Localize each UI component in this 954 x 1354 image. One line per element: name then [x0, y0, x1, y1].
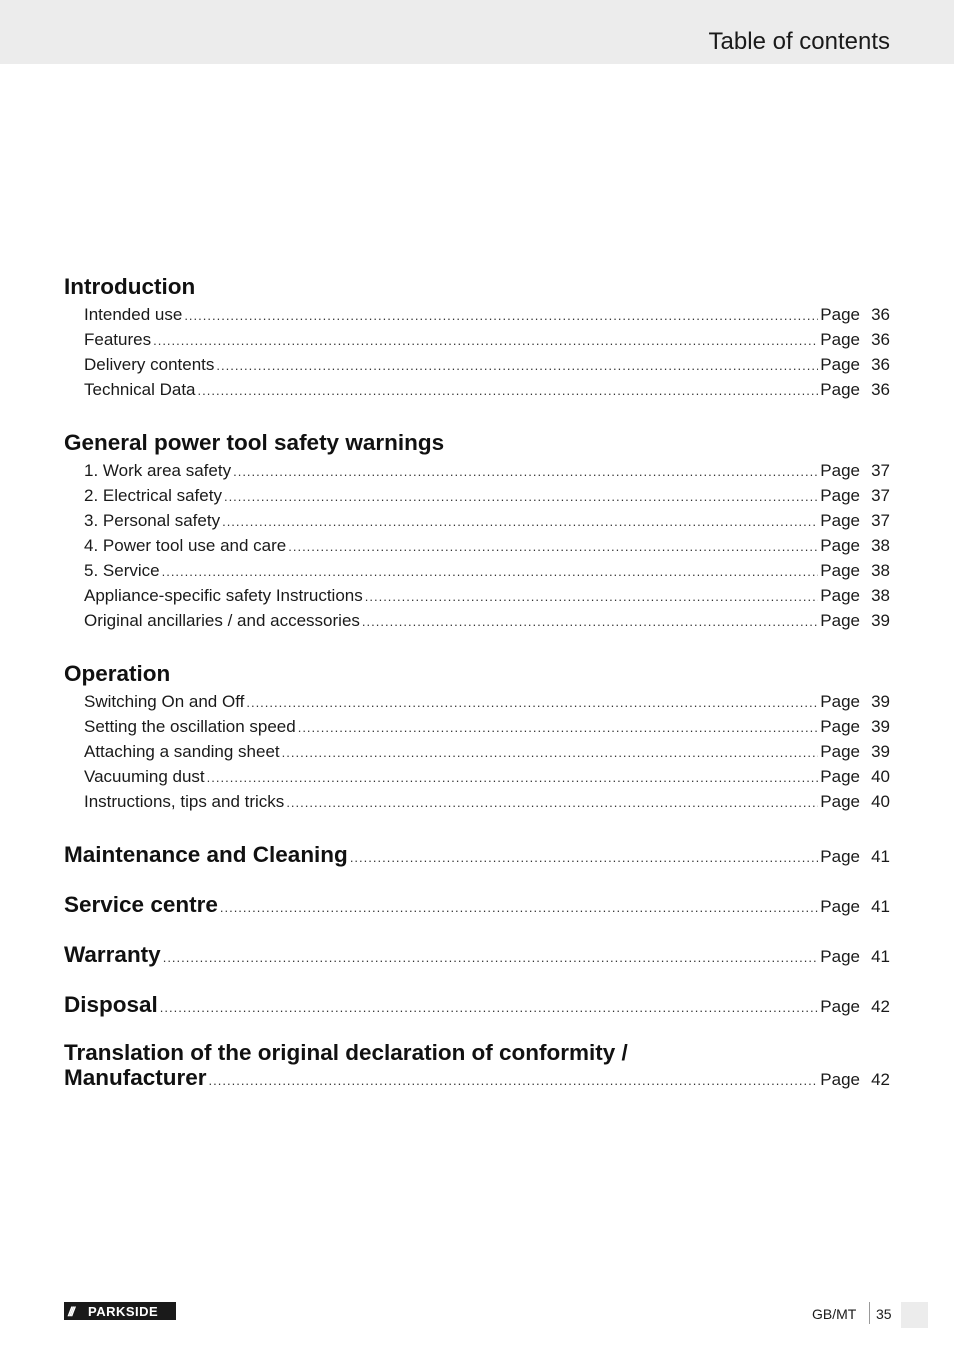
leader-dots	[198, 378, 819, 403]
toc-entry[interactable]	[64, 483, 890, 508]
page-number: 40	[871, 792, 890, 811]
page-word: Page	[820, 897, 860, 916]
page-word: Page	[820, 792, 860, 811]
toc-heading-entry-warranty[interactable]	[64, 940, 890, 970]
entry-label: 4. Power tool use and care	[84, 536, 287, 555]
entry-label: Intended use	[84, 305, 183, 324]
logo-text: PARKSIDE	[88, 1303, 159, 1319]
leader-dots	[220, 893, 818, 923]
leader-dots	[282, 740, 819, 765]
page-word: Page	[820, 1070, 860, 1089]
toc-entry[interactable]	[64, 764, 890, 789]
leader-dots	[216, 353, 818, 378]
page-word: Page	[820, 561, 860, 580]
page-number: 36	[871, 355, 890, 374]
footer-divider	[869, 1302, 870, 1324]
leader-dots	[233, 459, 818, 484]
page-word: Page	[820, 511, 860, 530]
leader-dots	[298, 715, 819, 740]
page-word: Page	[820, 536, 860, 555]
table-of-contents	[64, 272, 890, 1090]
entry-label: Setting the oscillation speed	[84, 717, 296, 736]
toc-heading-entry-disposal[interactable]	[64, 990, 890, 1020]
toc-entry[interactable]	[64, 377, 890, 402]
page-word: Page	[820, 767, 860, 786]
page-word: Page	[820, 847, 860, 866]
entry-heading-label: Maintenance and Cleaning	[64, 842, 348, 867]
entry-label: Technical Data	[84, 380, 196, 399]
toc-entry[interactable]	[64, 558, 890, 583]
entry-label: Instructions, tips and tricks	[84, 792, 285, 811]
toc-entry[interactable]	[64, 739, 890, 764]
spacer	[64, 1020, 890, 1040]
page-number: 36	[871, 305, 890, 324]
page-number: 42	[871, 1070, 890, 1089]
page-word: Page	[820, 305, 860, 324]
page-word: Page	[820, 586, 860, 605]
entry-label: 1. Work area safety	[84, 461, 232, 480]
footer-tab-box	[901, 1302, 928, 1328]
page-number: 39	[871, 717, 890, 736]
spacer	[64, 970, 890, 990]
spacer	[64, 402, 890, 428]
toc-entry[interactable]	[64, 508, 890, 533]
page-number: 37	[871, 486, 890, 505]
brand-logo	[64, 1302, 176, 1320]
toc-section-operation	[64, 659, 890, 814]
spacer	[64, 920, 890, 940]
leader-dots	[162, 559, 819, 584]
language-code: GB/MT	[812, 1306, 857, 1322]
page-number: 38	[871, 586, 890, 605]
spacer	[64, 870, 890, 890]
toc-entry[interactable]	[64, 533, 890, 558]
page-number: 38	[871, 536, 890, 555]
page-word: Page	[820, 380, 860, 399]
spacer	[64, 633, 890, 659]
toc-entry[interactable]	[64, 789, 890, 814]
toc-heading-entry-service-centre[interactable]	[64, 890, 890, 920]
spacer	[64, 814, 890, 840]
leader-dots	[160, 993, 819, 1023]
page-number: 41	[871, 897, 890, 916]
leader-dots	[365, 584, 819, 609]
entry-heading-line2: Manufacturer	[64, 1065, 207, 1090]
page-number: 42	[871, 997, 890, 1016]
leader-dots	[224, 484, 818, 509]
page-number: 41	[871, 947, 890, 966]
page-number: 36	[871, 380, 890, 399]
page-word: Page	[820, 997, 860, 1016]
page-word: Page	[820, 717, 860, 736]
entry-label: Switching On and Off	[84, 692, 245, 711]
page-word: Page	[820, 486, 860, 505]
page-word: Page	[820, 330, 860, 349]
leader-dots	[362, 609, 818, 634]
leader-dots	[163, 943, 819, 973]
page-number: 36	[871, 330, 890, 349]
entry-heading-line1: Translation of the original declaration of conformity /	[64, 1040, 628, 1065]
entry-label: 2. Electrical safety	[84, 486, 222, 505]
leader-dots	[350, 843, 818, 873]
toc-entry[interactable]	[64, 327, 890, 352]
leader-dots	[288, 534, 818, 559]
entry-heading-label: Warranty	[64, 942, 161, 967]
page-word: Page	[820, 742, 860, 761]
section-heading: General power tool safety warnings	[64, 430, 445, 455]
section-heading: Introduction	[64, 274, 196, 299]
page-number: 40	[871, 767, 890, 786]
toc-entry[interactable]	[64, 608, 890, 633]
entry-label: Vacuuming dust	[84, 767, 205, 786]
page-number: 37	[871, 511, 890, 530]
page-number: 39	[871, 611, 890, 630]
page-number: 37	[871, 461, 890, 480]
entry-label: Delivery contents	[84, 355, 215, 374]
page-number: 41	[871, 847, 890, 866]
page-word: Page	[820, 692, 860, 711]
leader-dots	[184, 303, 818, 328]
toc-heading-entry-maintenance[interactable]	[64, 840, 890, 870]
section-heading: Operation	[64, 661, 171, 686]
page-word: Page	[820, 461, 860, 480]
toc-section-safety-warnings	[64, 428, 890, 633]
leader-dots	[209, 1068, 819, 1093]
toc-entry[interactable]	[64, 302, 890, 327]
page-word: Page	[820, 611, 860, 630]
leader-dots	[207, 765, 819, 790]
header-band	[0, 0, 954, 64]
toc-entry[interactable]	[64, 352, 890, 377]
toc-section-introduction	[64, 272, 890, 402]
leader-dots	[246, 690, 818, 715]
page-number: 38	[871, 561, 890, 580]
toc-entry[interactable]	[64, 583, 890, 608]
leader-dots	[286, 790, 818, 815]
leader-dots	[222, 509, 818, 534]
footer-page-number: 35	[876, 1306, 892, 1322]
entry-heading-label: Disposal	[64, 992, 158, 1017]
entry-label: Attaching a sanding sheet	[84, 742, 280, 761]
logo-slashes: ///	[68, 1303, 73, 1319]
page-number: 39	[871, 742, 890, 761]
entry-label: 3. Personal safety	[84, 511, 221, 530]
entry-label: Original ancillaries / and accessories	[84, 611, 360, 630]
entry-label: Features	[84, 330, 152, 349]
entry-label: Appliance-specific safety Instructions	[84, 586, 363, 605]
page-word: Page	[820, 355, 860, 374]
page-word: Page	[820, 947, 860, 966]
page-title: Table of contents	[708, 28, 890, 55]
toc-entry[interactable]	[64, 458, 890, 483]
toc-entry[interactable]	[64, 689, 890, 714]
toc-entry[interactable]	[64, 714, 890, 739]
toc-heading-entry-declaration[interactable]	[64, 1065, 890, 1090]
page-number: 39	[871, 692, 890, 711]
entry-heading-label: Service centre	[64, 892, 218, 917]
entry-label: 5. Service	[84, 561, 160, 580]
leader-dots	[153, 328, 818, 353]
